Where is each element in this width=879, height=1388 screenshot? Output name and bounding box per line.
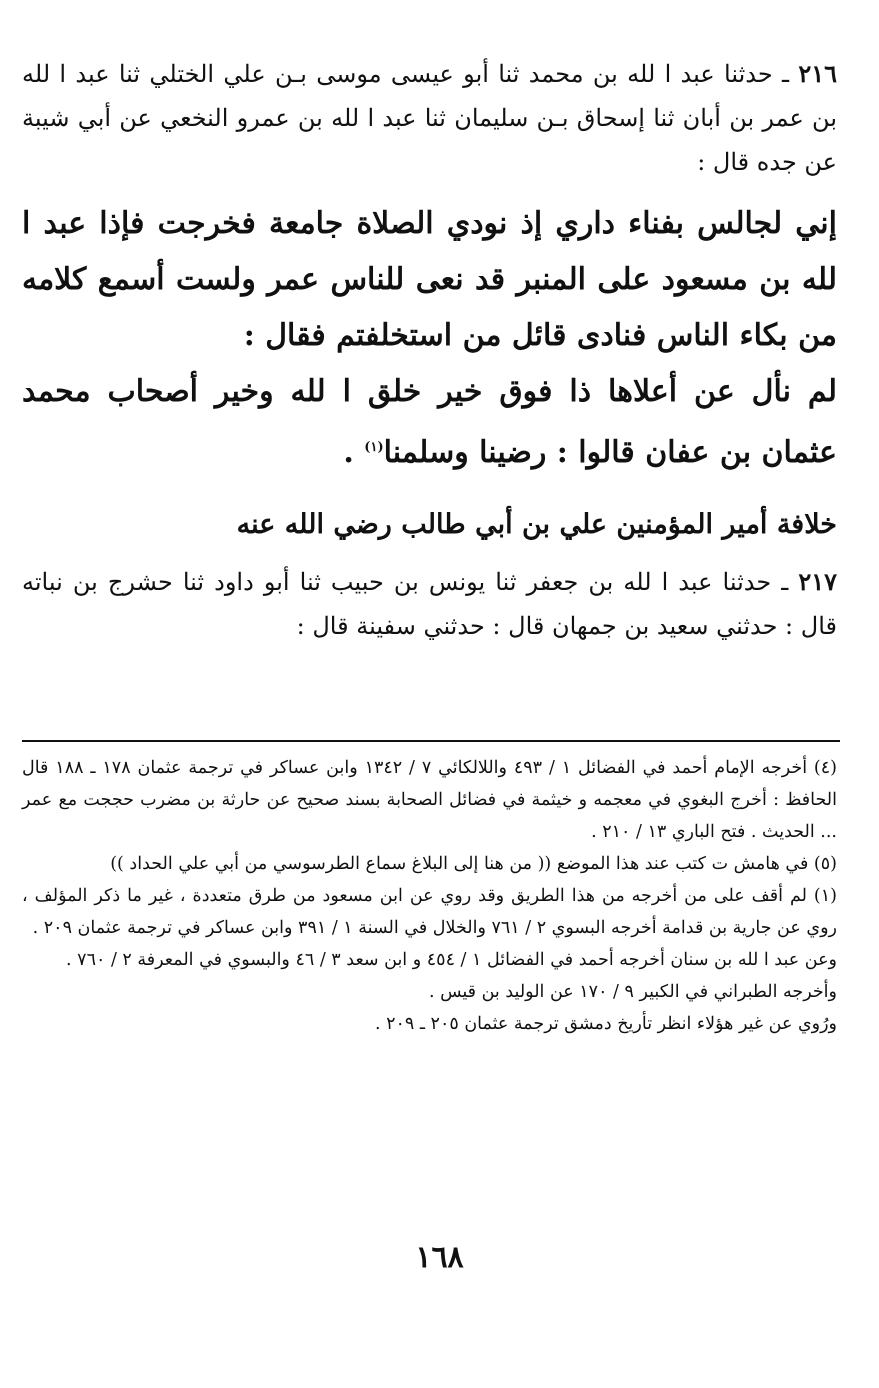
hadith-216 xyxy=(22,52,837,184)
quoted-speech-line-2 xyxy=(22,364,837,481)
sentence-end: . xyxy=(343,435,365,470)
hadith-text: ـ حدثنا عبد ا لله بن محمد ثنا أبو عيسى موسى بـن علي الختلي ثنا عبد ا لله بن عمر بن أبان ثنا إسحاق بـن سليمان ثنا عبد ا لله بن عمرو النخعي عن أبي شيبة عن جده قال : xyxy=(22,60,838,176)
hadith-number: ٢١٦ xyxy=(798,59,837,88)
footnotes xyxy=(22,752,837,1040)
page-number: ١٦٨ xyxy=(415,1240,464,1275)
footnote: وعن عبد ا لله بن سنان أخرجه أحمد في الفضائل ١ / ٤٥٤ و ابن سعد ٣ / ٤٦ والبسوي في المعرفة ٢ / ٧٦٠ . xyxy=(66,950,837,970)
footnote: ورُوي عن غير هؤلاء انظر تأريخ دمشق ترجمة عثمان ٢٠٥ ـ ٢٠٩ . xyxy=(374,1014,837,1034)
footnote: (٤) أخرجه الإمام أحمد في الفضائل ١ / ٤٩٣ واللالكائي ٧ / ١٣٤٢ وابن عساكر في ترجمة عثمان ١٧٨ ـ ١٨٨ قال الحافظ : أخرج البغوي في معجمه و خيثمة في فضائل الصحابة بسند صحيح عن حارثة بن مضرب حججت مع عمر ... الحديث . فتح الباري ١٣ / ٢١٠ . xyxy=(22,758,837,842)
footnote: وأخرجه الطبراني في الكبير ٩ / ١٧٠ عن الوليد بن قيس . xyxy=(428,982,837,1002)
footnote: (٥) في هامش ت كتب عند هذا الموضع (( من هنا إلى البلاغ سماع الطرسوسي من أبي علي الحداد )) xyxy=(110,854,837,874)
footnote-divider xyxy=(22,740,840,742)
footnote-reference: (١) xyxy=(364,440,384,455)
chapter-title: خلافة أمير المؤمنين علي بن أبي طالب رضي الله عنه xyxy=(236,509,837,540)
hadith-text: ـ حدثنا عبد ا لله بن جعفر ثنا يونس بن حبيب ثنا أبو داود ثنا حشرج بن نباته قال : حدثني سعيد بن جمهان قال : حدثني سفينة قال : xyxy=(22,568,837,640)
quoted-speech-line-1: إني لجالس بفناء داري إذ نودي الصلاة جامعة فخرجت فإذا عبد ا لله بن مسعود على المنبر قد نعى للناس عمر ولست أسمع كلامه من بكاء الناس فنادى قائل من استخلفتم فقال : xyxy=(22,206,837,353)
quoted-speech xyxy=(22,196,837,481)
quoted-speech-line-2-text: لم نأل عن أعلاها ذا فوق خير خلق ا لله وخير أصحاب محمد عثمان بن عفان قالوا : رضينا وسلمنا xyxy=(22,374,837,470)
footnote: (١) لم أقف على من أخرجه من هذا الطريق وقد روي عن ابن مسعود من طرق متعددة ، غير ما ذكر المؤلف ، روي عن جارية بن قدامة أخرجه البسوي ٢ / ٧٦١ والخلال في السنة ١ / ٣٩١ وابن عساكر في ترجمة عثمان ٢٠٩ . xyxy=(22,886,837,938)
hadith-217 xyxy=(22,560,837,648)
hadith-number: ٢١٧ xyxy=(798,567,837,596)
